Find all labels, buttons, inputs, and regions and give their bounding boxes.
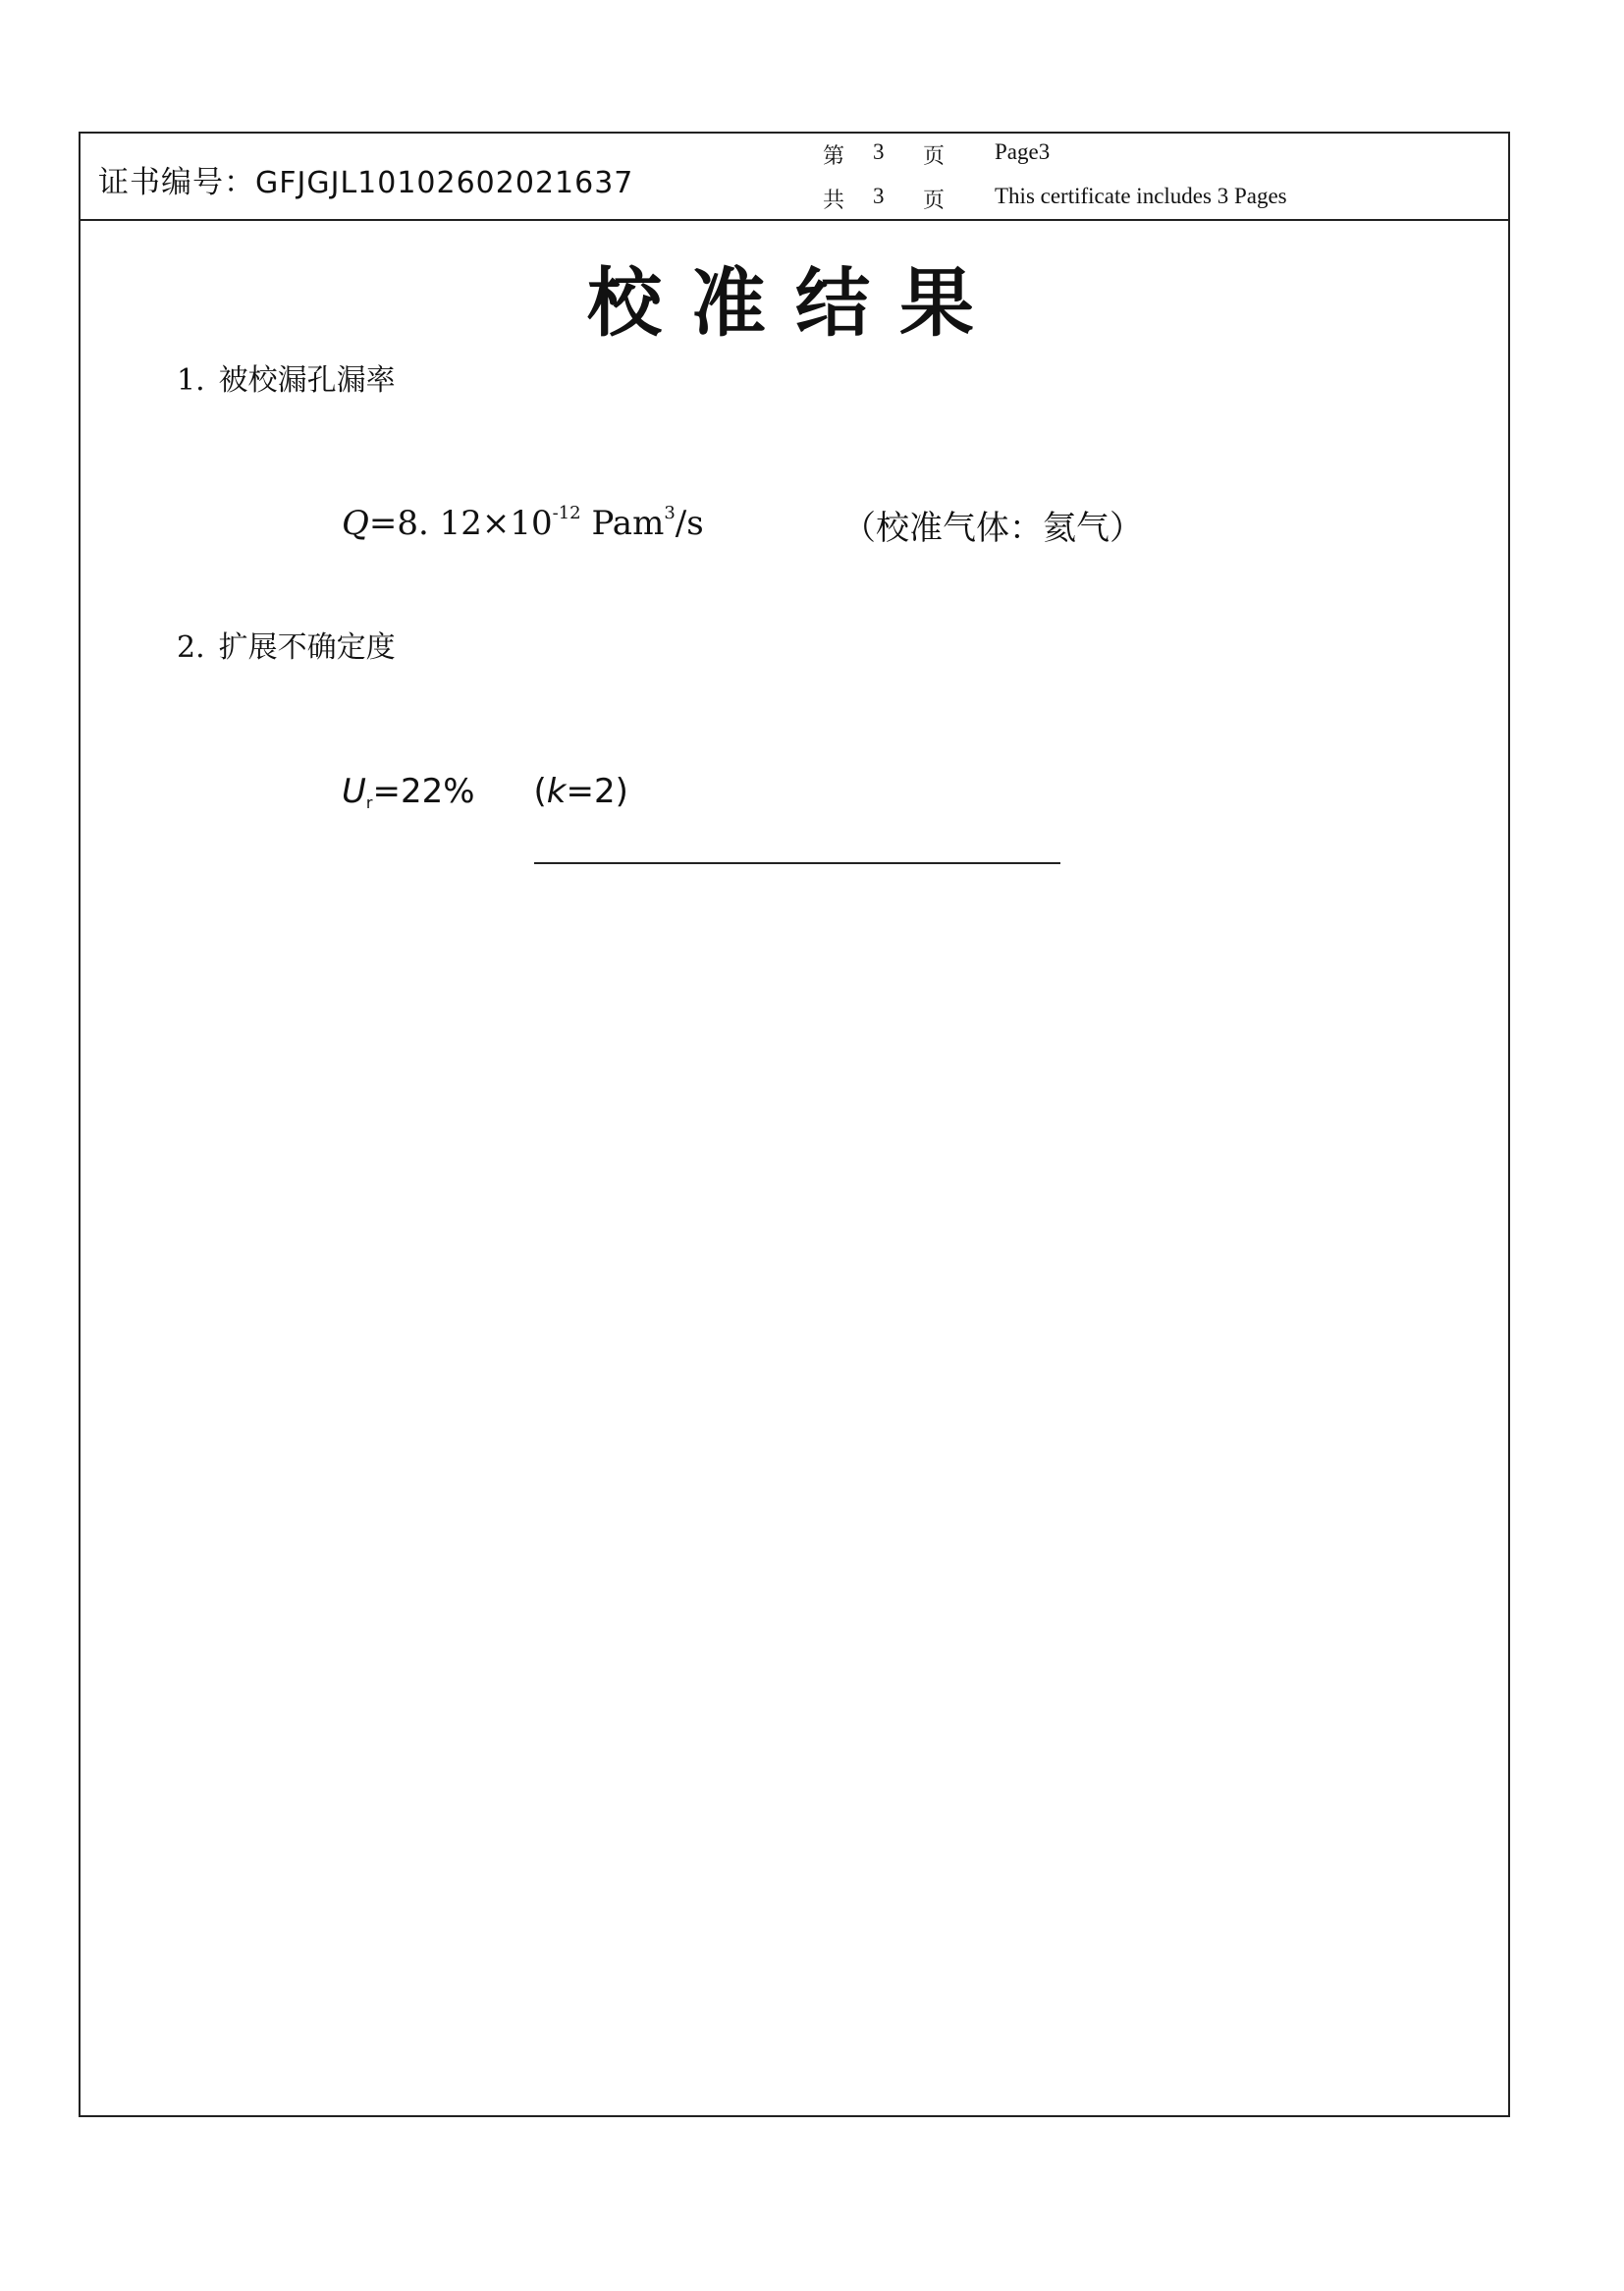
end-of-results-line [534, 862, 1060, 864]
uncertainty-subscript: r [365, 793, 373, 812]
coverage-symbol: k [546, 772, 567, 811]
total-label-en: This certificate includes 3 Pages [995, 184, 1287, 208]
section-label: 被校漏孔漏率 [218, 363, 396, 398]
total-prefix-cn: 共 [823, 189, 845, 213]
total-unit-cn: 页 [923, 189, 946, 213]
coverage-open: ( [533, 772, 547, 811]
uncertainty-formula [342, 772, 628, 812]
total-pages: 3 [873, 184, 885, 208]
leak-rate-unit: Pam [580, 504, 665, 543]
page-frame [79, 132, 1510, 2117]
coverage-value: =2) [566, 772, 628, 811]
page-title: 校准结果 [587, 259, 1003, 347]
leak-rate-unit-tail: /s [675, 504, 704, 543]
page-number: 3 [873, 139, 885, 164]
certificate-number [98, 157, 633, 201]
leak-rate-exponent: -12 [552, 503, 581, 523]
uncertainty-value: =22% [372, 772, 475, 811]
coverage-factor [534, 772, 628, 811]
page-prefix-cn: 第 [823, 144, 845, 169]
section-uncertainty [177, 623, 396, 666]
certificate-number-label: 证书编号： [98, 165, 255, 200]
uncertainty-symbol: U [342, 772, 366, 811]
leak-rate-unit-exponent: 3 [664, 503, 676, 523]
page-label-en: Page3 [995, 139, 1051, 164]
section-number: 1. [177, 363, 205, 398]
leak-rate-value: =8. 12×10 [368, 504, 553, 543]
certificate-number-value: GFJGJL10102602021637 [255, 166, 634, 200]
section-leak-rate [177, 355, 396, 399]
page-unit-cn: 页 [923, 144, 946, 169]
section-label: 扩展不确定度 [218, 630, 396, 665]
calibration-gas-note: （校准气体：氦气） [842, 509, 1143, 548]
header-divider [79, 219, 1510, 221]
leak-rate-formula [342, 503, 704, 543]
section-number: 2. [177, 630, 205, 665]
leak-rate-symbol: Q [342, 504, 369, 543]
